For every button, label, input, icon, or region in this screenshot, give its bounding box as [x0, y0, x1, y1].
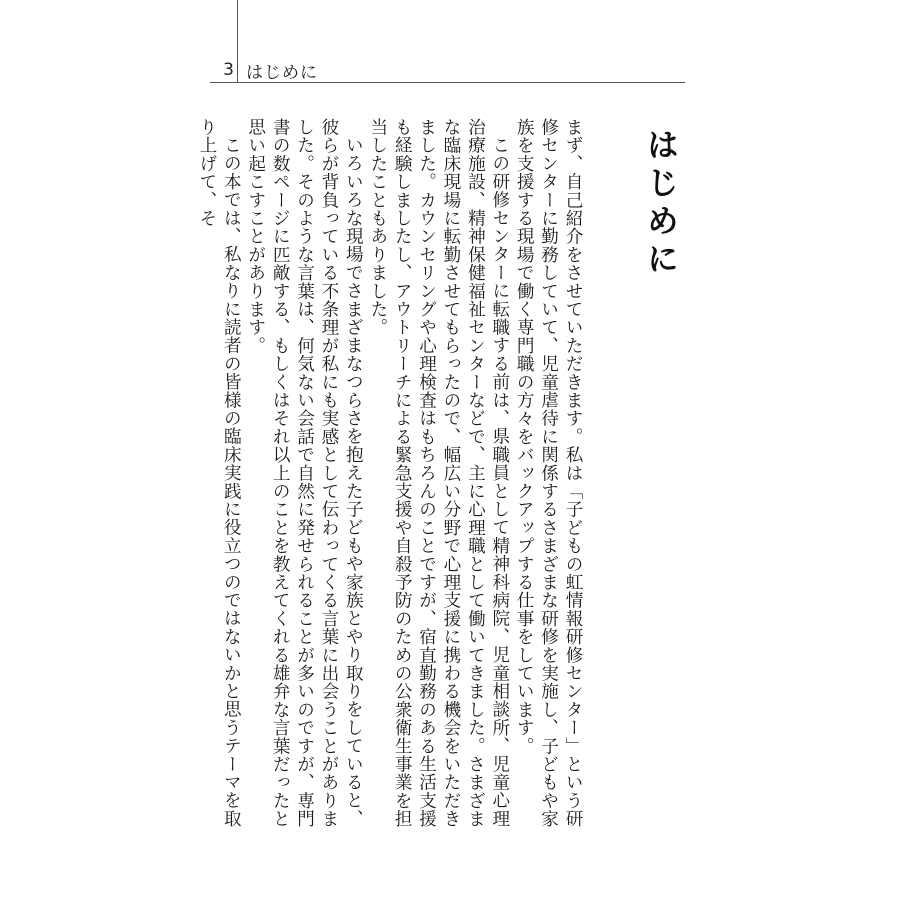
running-header — [210, 58, 690, 82]
page-number: 3 — [223, 60, 234, 80]
paragraph-2: この研修センターに転職する前は、県職員として精神科病院、児童相談所、児童心理治療施設、精神保健福祉センターなどで、主に心理職として働いてきました。さまざまな臨床現場に転勤させてもらったので、幅広い分野で心理支援に携わる機会をいただきました。カウンセリングや心理検査はもちろんのことですが、宿直勤務のある生活支援も経験しましたし、アウトリーチによる緊急支援や自殺予防のための公衆衛生事業を担当したこともありました。 — [367, 118, 510, 828]
body-text — [196, 118, 585, 828]
header-rule — [210, 82, 685, 83]
running-header-title: はじめに — [246, 62, 318, 83]
paragraph-4: この本では、私なりに読者の皆様の臨床実践に役立つのではないかと思うテーマを取り上げて、そ — [196, 118, 242, 828]
paragraph-1: まず、自己紹介をさせていただきます。私は「子どもの虹情報研修センター」という研修センターに勤務していて、児童虐待に関係するさまざまな研修を実施し、子どもや家族を支援する現場で働く専門職の方々をバックアップする仕事をしています。 — [514, 118, 583, 828]
paragraph-3: いろいろな現場でさまざまなつらさを抱えた子どもや家族とやり取りをしていると、彼らが背負っている不条理が私にも実感として伝わってくる言葉に出会うことがありました。そのような言葉は、何気ない会話で自然に発せられることが多いのですが、専門書の数ページに匹敵する、もしくはそれ以上のことを教えてくれる雄弁な言葉だったと思い起こすことがあります。 — [245, 118, 364, 828]
chapter-heading: はじめに — [642, 128, 680, 280]
